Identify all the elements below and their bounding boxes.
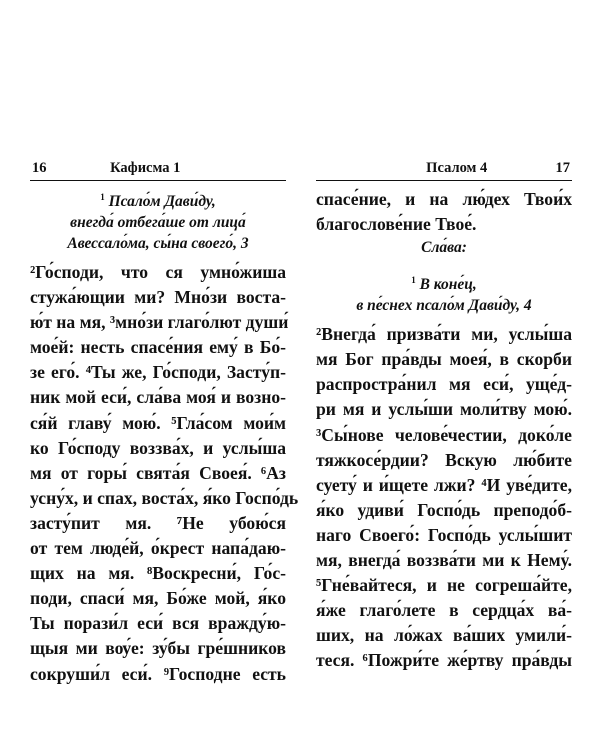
text-line: щыя ми вѹ́е: зу́бы гре́шников [30, 638, 286, 659]
right-body-text [316, 322, 572, 673]
text-line: ко Го́споду воззва́х, и услы́ша [30, 437, 286, 458]
right-page-number: 17 [555, 160, 570, 176]
left-running-head [30, 160, 286, 181]
heading-line: внегда́ отбега́ше от лица́ [70, 214, 246, 231]
left-running-title: Кафисма 1 [110, 160, 181, 176]
heading-line: Авессало́ма, сы́на своего́, 3 [67, 235, 249, 252]
text-line: Ты порази́л еси́ вся вражду́ю- [30, 613, 286, 634]
heading-line: $^1$ В коне́ц, [411, 275, 477, 294]
text-line: я́ко удиви́ Госпо́дь преподо́б- [316, 499, 572, 520]
text-line: усну́х, и спах, воста́х, я́ко Госпо́дь [30, 487, 299, 508]
text-line: теся. ⁶Пожри́те же́ртву пра́вды [316, 650, 572, 671]
text-line: спасе́ние, и на лю́дех Твои́х [316, 189, 572, 209]
text-line: мя от горы́ свята́я Своея́. ⁶Аз [30, 462, 286, 483]
text-line: зе его́. ⁴Ты же, Го́споди, Засту́п- [30, 362, 286, 383]
text-line: засту́пит мя. ⁷Не убою́ся [30, 512, 286, 533]
text-line: тяжкосе́рдии? Вскую лю́бите [316, 449, 572, 470]
text-line: ⁵Гне́вайтеся, и не согреша́йте, [316, 575, 572, 596]
left-page [30, 160, 299, 687]
text-line: благослове́ние Твое́. [316, 214, 477, 235]
verse-number: 1 [100, 192, 105, 202]
text-line: ри мя и услы́ши моли́тву мою́. [316, 399, 572, 420]
text-line: ник мой еси́, сла́ва моя́ и возно- [30, 387, 286, 408]
left-body-text [30, 260, 299, 687]
text-line: ²Внегда́ призва́ти ми, услы́ша [316, 324, 572, 345]
text-line: мое́й: несть спасе́ния ему́ в Бо́- [30, 337, 286, 358]
text-line: мя Бог пра́вды моея́, в скорби [316, 349, 572, 370]
left-psalm-heading [30, 187, 286, 254]
text-line: ²Го́споди, что ся умно́жиша [30, 262, 286, 282]
right-top-text [316, 187, 572, 237]
right-psalm-heading [316, 270, 572, 316]
right-running-head [316, 160, 572, 181]
right-running-title: Псалом 4 [426, 160, 488, 176]
text-line: наго Своего́: Госпо́дь услы́шит [316, 524, 572, 545]
text-line: сокруши́л еси́. ⁹Господне есть [30, 663, 286, 684]
text-line: ю́т на мя, ³мно́зи глаго́лют души́ [30, 312, 289, 333]
slava-rubric: Сла́ва: [421, 239, 467, 257]
text-line: распростра́нил мя еси́, уще́д- [316, 374, 572, 395]
left-page-number: 16 [32, 160, 47, 176]
text-line: щих на мя. ⁸Воскресни́, Го́с- [30, 563, 286, 584]
text-line: ших, на ло́жах ва́ших умили́- [316, 625, 572, 646]
text-line: ся́й главу́ мою́. ⁵Гла́сом мои́м [30, 412, 286, 433]
verse-number: 1 [411, 275, 416, 286]
text-line: суету́ и и́щете лжи? ⁴И уве́дите, [316, 474, 572, 495]
heading-line: $^1$ Псало́м Дави́ду, [100, 192, 216, 210]
text-line: от тем люде́й, о́крест напа́даю- [30, 538, 286, 559]
right-page [316, 160, 572, 674]
text-line: мя, внегда́ воззва́ти ми к Нему́. [316, 550, 572, 571]
text-line: ³Сы́нове челове́честии, доко́ле [316, 424, 572, 445]
heading-line: в пе́снех псало́м Дави́ду, 4 [356, 297, 532, 315]
text-line: я́же глаго́лете в сердца́х ва́- [316, 600, 572, 621]
text-line: стужа́ющии ми? Мно́зи воста- [30, 287, 286, 308]
text-line: поди, спаси́ мя, Бо́же мой, я́ко [30, 588, 286, 609]
